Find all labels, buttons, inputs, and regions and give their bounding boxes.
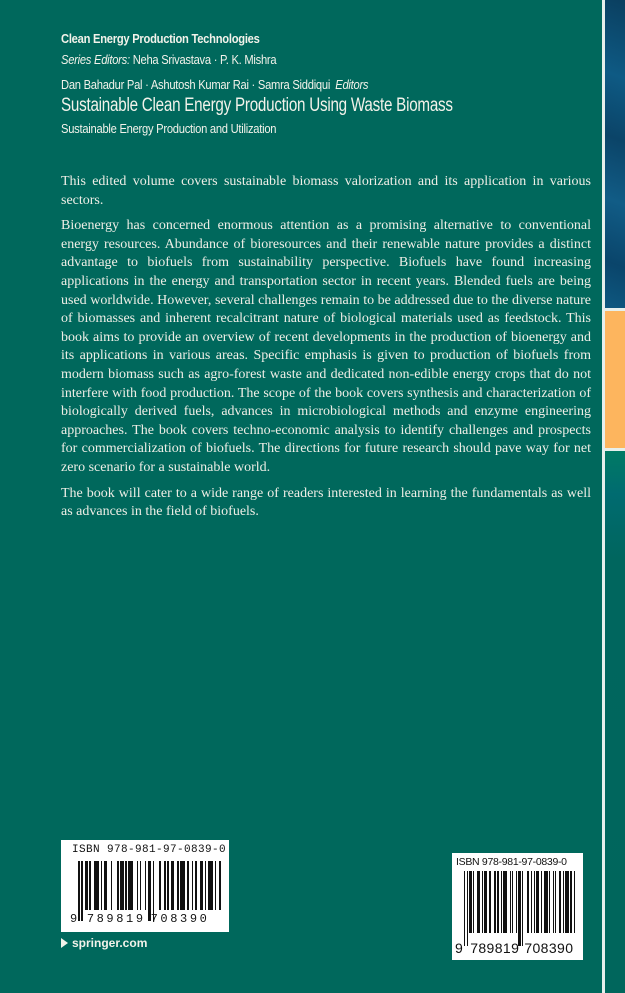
series-editors-names: Neha Srivastava · P. K. Mishra [132,52,277,67]
volume-editors-names: Dan Bahadur Pal · Ashutosh Kumar Rai · Samra Siddiqui [61,77,331,92]
isbn-label: ISBN 978-981-97-0839-0 [72,844,227,856]
series-editors-line [61,50,517,70]
isbn-barcode-left [61,840,229,932]
barcode-digits-left: 789819 [86,912,146,926]
blurb-paragraph-2: Bioenergy has concerned enormous attention as a promising alternative to conventional energy resources. Abundance of bioresources and their renewable nature provides a distinct advantage to biofuels from sustainability perspective. Biofuels have found increasing applications in the energy and transportation sector in recent years. Blended fuels are being used worldwide. However, several challenges remain to be addressed due to the diverse nature of biomasses and inherent recalcitrant nature of biological materials used as feedstock. This book aims to provide an overview of recent developments in the production of bioenergy and its applications in various areas. Specific emphasis is given to production of biofuels from modern biomass such as agro-forest waste and dedicated non-edible energy crops that do not interfere with food production. The scope of the book covers synthesis and characterization of biologically derived fuels, advances in microbiological methods and enzyme engineering approaches. The book covers techno-economic analysis to identify challenges and prospects for commercialization of biofuels. The directions for future research should pave way for net zero scenario for a sustainable world. [61,218,591,475]
blurb-paragraph-3: The book will cater to a wide range of readers interested in learning the fundamentals as well as advances in the field of biofuels. [61,485,591,520]
book-subtitle: Sustainable Energy Production and Utilization [61,121,277,136]
barcode-digits [455,940,573,956]
barcode-digits-right: 708390 [150,912,210,926]
cover-header [61,30,591,138]
barcode-digits-left: 789819 [470,940,520,956]
publisher-link-label: springer.com [72,936,148,950]
spine-blue-band [605,0,625,308]
editors-role: Editors [335,77,369,92]
barcode-bars [464,871,577,946]
volume-editors-line [61,76,517,94]
spine-teal-band [605,451,625,993]
blurb [61,173,591,529]
triangle-right-icon [61,938,68,948]
series-title: Clean Energy Production Technologies [61,31,260,46]
publisher-link[interactable] [61,936,147,950]
isbn-barcode-right [452,853,583,960]
isbn-label: ISBN 978-981-97-0839-0 [456,856,567,868]
spine-orange-band [605,311,625,448]
book-title: Sustainable Clean Energy Production Using Waste Biomass [61,95,453,116]
series-editors-label: Series Editors: [61,52,130,67]
barcode-digits-right: 708390 [524,940,574,956]
blurb-paragraph-1: This edited volume covers sustainable biomass valorization and its application in various sectors. [61,174,591,208]
barcode-digit-first: 9 [455,940,464,956]
barcode-digit-first: 9 [70,912,80,926]
barcode-digits [70,912,209,926]
